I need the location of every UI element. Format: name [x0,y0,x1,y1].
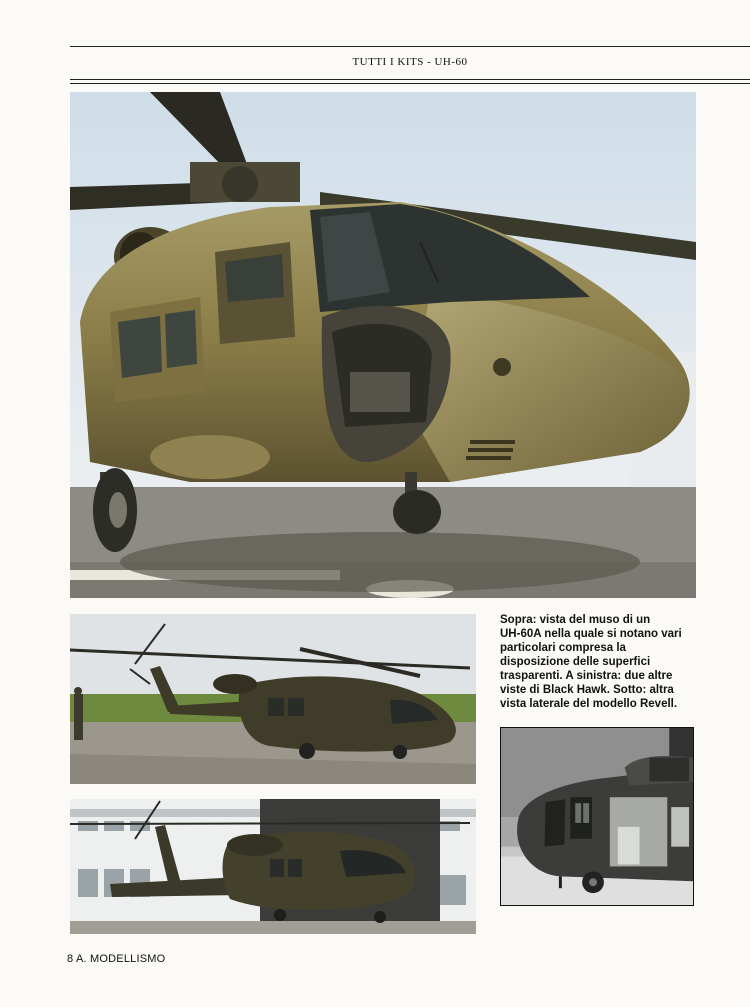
photo-revell-model [500,727,694,906]
photo-helicopter-hangar [70,799,476,934]
caption-line: UH-60A nella quale si notano vari [500,628,682,640]
caption-line: Sopra: vista del muso di un [500,614,651,626]
caption-line: viste di Black Hawk. Sotto: altra [500,684,674,696]
helicopter-hangar-photo-icon [70,799,476,934]
caption-line: disposizione delle superfici [500,656,651,668]
caption-line: particolari compresa la [500,642,626,654]
caption-line: vista laterale del modello Revell. [500,698,678,710]
caption-line: trasparenti. A sinistra: due altre [500,670,673,682]
running-head: TUTTI I KITS - UH-60 [352,56,468,68]
photo-main-helicopter-nose [70,92,696,598]
helicopter-nose-photo-icon [70,92,696,598]
helicopter-side-photo-icon [70,614,476,784]
header-rule-bottom [70,79,750,84]
header-rule-top [70,46,750,47]
photo-caption [500,613,696,711]
page-folio: 8 A. MODELLISMO [67,953,166,965]
photo-helicopter-side-view [70,614,476,784]
model-kit-photo-icon [501,728,693,905]
